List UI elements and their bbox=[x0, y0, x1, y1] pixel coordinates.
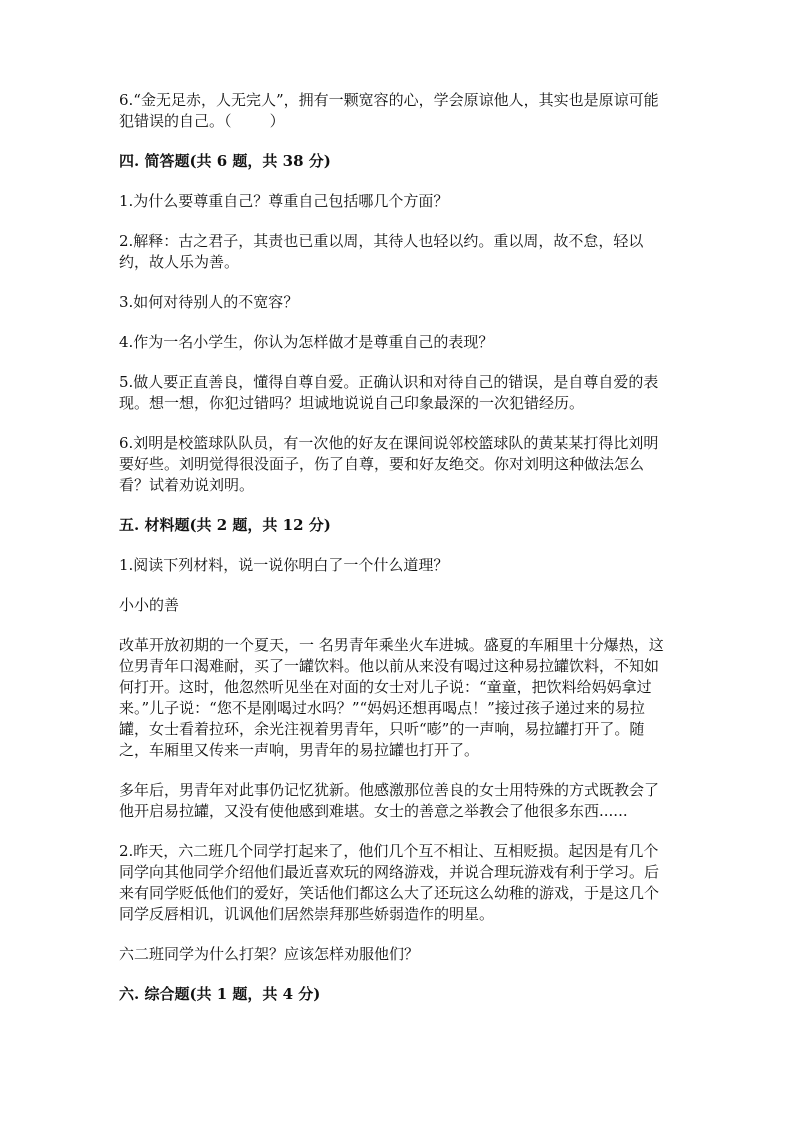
section-4-question-4: 4.作为一名小学生，你认为怎样做才是尊重自己的表现？ bbox=[119, 333, 494, 351]
section-6-heading: 六. 综合题(共 1 题，共 4 分) bbox=[119, 985, 321, 1003]
section-5-question-1: 1.阅读下列材料，说一说你明白了一个什么道理？ bbox=[119, 556, 449, 574]
story-title: 小小的善 bbox=[119, 596, 180, 614]
section-4-question-1: 1.为什么要尊重自己？尊重自己包括哪几个方面？ bbox=[119, 192, 449, 210]
question-6-previous: 6.“金无足赤，人无完人”，拥有一颗宽容的心，学会原谅他人，其实也是原谅可能犯错误的自己。（ ） bbox=[119, 91, 659, 130]
section-4-question-3: 3.如何对待别人的不宽容？ bbox=[119, 293, 299, 311]
section-4-heading: 四. 简答题(共 6 题，共 38 分) bbox=[119, 152, 331, 170]
document-page bbox=[119, 90, 671, 1024]
section-5-question-2: 2.昨天，六二班几个同学打起来了，他们几个互不相让、互相贬损。起因是有几个同学向其他同学介绍他们最近喜欢玩的网络游戏，并说合理玩游戏有利于学习。后来有同学贬低他们的爱好，笑话他们都这么大了还玩这么幼稚的游戏，于是这几个同学反唇相讥，讥讽他们居然崇拜那些娇弱造作的明星。 bbox=[119, 842, 660, 923]
section-5-question-2-prompt: 六二班同学为什么打架？应该怎样劝服他们？ bbox=[119, 945, 420, 963]
story-paragraph-2: 多年后，男青年对此事仍记忆犹新。他感激那位善良的女士用特殊的方式既教会了他开启易拉罐，又没有使他感到难堪。女士的善意之举教会了他很多东西...... bbox=[119, 781, 660, 820]
section-4-question-2: 2.解释：古之君子，其责也已重以周，其待人也轻以约。重以周，故不怠，轻以约，故人乐为善。 bbox=[119, 232, 644, 271]
section-5-heading: 五. 材料题(共 2 题，共 12 分) bbox=[119, 516, 331, 534]
section-4-question-6: 6.刘明是校篮球队队员，有一次他的好友在课间说邻校篮球队的黄某某打得比刘明要好些。刘明觉得很没面子，伤了自尊，要和好友绝交。你对刘明这种做法怎么看？试着劝说刘明。 bbox=[119, 434, 659, 494]
section-4-question-5: 5.做人要正直善良，懂得自尊自爱。正确认识和对待自己的错误，是自尊自爱的表现。想一想，你犯过错吗？坦诚地说说自己印象最深的一次犯错经历。 bbox=[119, 373, 659, 412]
story-paragraph-1: 改革开放初期的一个夏天，一 名男青年乘坐火车进城。盛夏的车厢里十分爆热，这位男青年口渴难耐，买了一罐饮料。他以前从来没有喝过这种易拉罐饮料，不知如何打开。这时，他忽然听见坐在对面的女士对儿子说：“童童，把饮料给妈妈拿过来。”儿子说：“您不是刚喝过水吗？”“妈妈还想再喝点！”接过孩子递过来的易拉罐，女士看着拉环，余光注视着男青年，只听“嘭”的一声响，易拉罐打开了。随之，车厢里又传来一声响，男青年的易拉罐也打开了。 bbox=[119, 636, 664, 759]
